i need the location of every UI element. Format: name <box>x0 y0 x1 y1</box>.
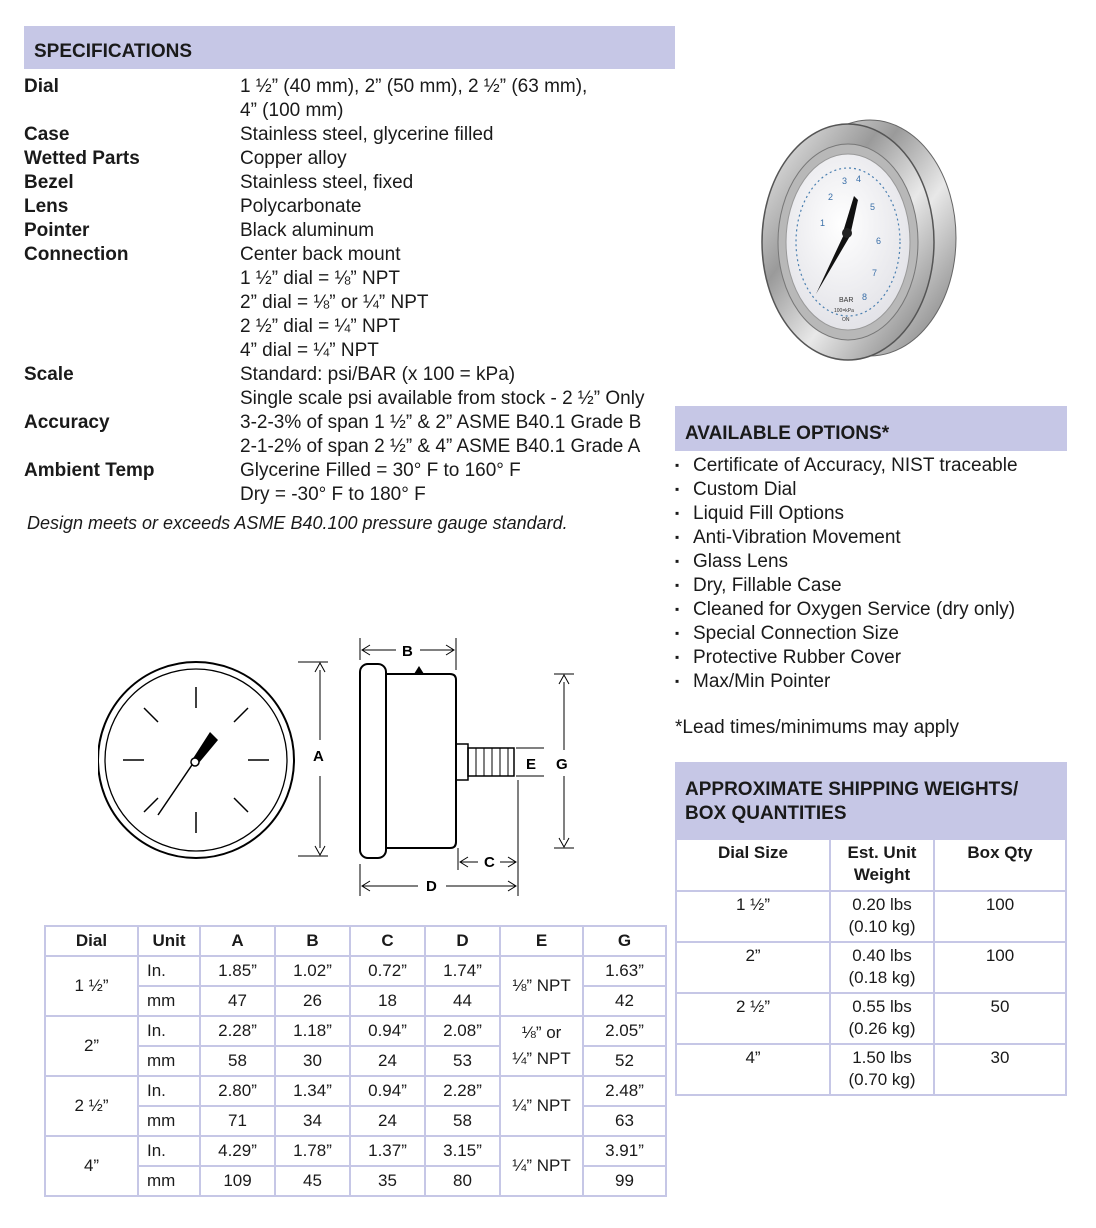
cell-b: 30 <box>275 1046 350 1076</box>
cell-dial-size: 4” <box>676 1044 830 1095</box>
header-weight <box>830 839 934 891</box>
spec-value-line: 3-2-3% of span 1 ½” & 2” ASME B40.1 Grade B <box>240 412 642 433</box>
spec-value-line: 1 ½” (40 mm), 2” (50 mm), 2 ½” (63 mm), <box>240 76 588 97</box>
header-dial: Dial <box>45 926 138 956</box>
side-vent-nub <box>414 666 424 674</box>
spec-value <box>240 147 347 171</box>
spec-label: Scale <box>24 364 74 385</box>
cell-b: 26 <box>275 986 350 1016</box>
spec-value <box>240 411 641 459</box>
table-header-row <box>676 839 1066 891</box>
cell-weight <box>830 1044 934 1095</box>
cell-e-line: ¼” NPT <box>512 1049 571 1068</box>
cell-dial: 4” <box>45 1136 138 1196</box>
table-row <box>676 1044 1066 1095</box>
cell-g: 1.63” <box>583 956 666 986</box>
spec-label: Dial <box>24 76 59 97</box>
cell-b: 34 <box>275 1106 350 1136</box>
dial-number: 3 <box>842 176 848 186</box>
spec-value <box>240 123 493 147</box>
spec-label: Accuracy <box>24 412 110 433</box>
list-item: ▪ Dry, Fillable Case <box>675 573 1018 597</box>
spec-label: Case <box>24 124 70 145</box>
front-hub <box>191 758 199 766</box>
cell-dial: 1 ½” <box>45 956 138 1016</box>
options-banner <box>675 406 1067 451</box>
dial-number: 7 <box>872 268 878 278</box>
header-g: G <box>583 926 666 956</box>
cell-c: 0.72” <box>350 956 425 986</box>
table-row <box>45 1076 666 1106</box>
cell-unit: mm <box>138 1166 200 1196</box>
list-item: ▪ Max/Min Pointer <box>675 669 1018 693</box>
dial-brand: ON <box>842 317 850 323</box>
cell-a: 4.29” <box>200 1136 275 1166</box>
spec-value-line: 2” dial = ⅛” or ¼” NPT <box>240 292 429 313</box>
cell-a: 109 <box>200 1166 275 1196</box>
cell-d: 53 <box>425 1046 500 1076</box>
dial-number: 1 <box>820 218 826 228</box>
spec-value-line: Center back mount <box>240 244 401 265</box>
cell-g: 52 <box>583 1046 666 1076</box>
spec-value-line: Copper alloy <box>240 148 347 169</box>
cell-g: 2.05” <box>583 1016 666 1046</box>
dimension-d <box>360 780 518 896</box>
list-item: ▪ Certificate of Accuracy, NIST traceable <box>675 453 1018 477</box>
cell-dial-size: 2” <box>676 942 830 993</box>
specifications-banner <box>24 26 675 69</box>
spec-label: Wetted Parts <box>24 148 140 169</box>
cell-b: 1.34” <box>275 1076 350 1106</box>
cell-box-qty: 30 <box>934 1044 1066 1095</box>
side-view <box>360 664 514 858</box>
cell-unit: In. <box>138 1136 200 1166</box>
spec-value-line: Stainless steel, fixed <box>240 172 414 193</box>
spec-value-line: 2-1-2% of span 2 ½” & 4” ASME B40.1 Grade A <box>240 436 641 457</box>
cell-unit: In. <box>138 1076 200 1106</box>
gauge-hub <box>842 228 852 238</box>
list-item: ▪ Cleaned for Oxygen Service (dry only) <box>675 597 1018 621</box>
specifications-title: SPECIFICATIONS <box>34 41 192 62</box>
cell-e-line: ⅛” NPT <box>512 976 571 995</box>
cell-d: 80 <box>425 1166 500 1196</box>
table-row <box>45 1016 666 1046</box>
dial-number: 5 <box>870 202 876 212</box>
cell-a: 58 <box>200 1046 275 1076</box>
spec-value-line: 1 ½” dial = ⅛” NPT <box>240 268 400 289</box>
list-item: ▪ Special Connection Size <box>675 621 1018 645</box>
list-item: ▪ Glass Lens <box>675 549 1018 573</box>
cell-c: 1.37” <box>350 1136 425 1166</box>
header-weight-line: Weight <box>853 865 911 884</box>
cell-c: 0.94” <box>350 1016 425 1046</box>
dial-units: BAR <box>839 297 854 304</box>
spec-label: Lens <box>24 196 69 217</box>
cell-e <box>500 1016 583 1076</box>
dial-number: 2 <box>828 192 834 202</box>
spec-label: Bezel <box>24 172 74 193</box>
shipping-table <box>675 838 1067 1096</box>
cell-d: 3.15” <box>425 1136 500 1166</box>
header-dial-size: Dial Size <box>676 839 830 891</box>
cell-unit: mm <box>138 1046 200 1076</box>
table-row <box>45 956 666 986</box>
list-item: ▪ Anti-Vibration Movement <box>675 525 1018 549</box>
cell-a: 1.85” <box>200 956 275 986</box>
spec-value-line: Polycarbonate <box>240 196 362 217</box>
cell-b: 1.18” <box>275 1016 350 1046</box>
lead-time-note: *Lead times/minimums may apply <box>675 717 960 738</box>
cell-weight-lbs: 0.55 lbs <box>852 997 912 1016</box>
cell-d: 58 <box>425 1106 500 1136</box>
cell-box-qty: 50 <box>934 993 1066 1044</box>
cell-dial-size: 1 ½” <box>676 891 830 942</box>
cell-a: 47 <box>200 986 275 1016</box>
dial-number: 4 <box>856 174 862 184</box>
cell-weight-lbs: 1.50 lbs <box>852 1048 912 1067</box>
cell-c: 0.94” <box>350 1076 425 1106</box>
header-unit: Unit <box>138 926 200 956</box>
spec-value <box>240 459 521 507</box>
label-b: B <box>402 643 413 660</box>
header-box-qty: Box Qty <box>934 839 1066 891</box>
cell-c: 24 <box>350 1046 425 1076</box>
list-item: ▪ Liquid Fill Options <box>675 501 1018 525</box>
cell-e <box>500 1136 583 1196</box>
cell-weight-kg: (0.18 kg) <box>848 968 916 987</box>
label-e: E <box>526 756 537 773</box>
cell-dial: 2 ½” <box>45 1076 138 1136</box>
cell-c: 35 <box>350 1166 425 1196</box>
table-header-row <box>45 926 666 956</box>
cell-weight <box>830 942 934 993</box>
spec-value <box>240 363 644 411</box>
label-a: A <box>313 748 324 765</box>
spec-value-line: 4” dial = ¼” NPT <box>240 340 379 361</box>
spec-value <box>240 219 374 243</box>
cell-a: 2.80” <box>200 1076 275 1106</box>
label-d: D <box>426 878 437 895</box>
cell-g: 2.48” <box>583 1076 666 1106</box>
cell-weight-kg: (0.26 kg) <box>848 1019 916 1038</box>
cell-d: 1.74” <box>425 956 500 986</box>
cell-d: 2.28” <box>425 1076 500 1106</box>
cell-weight-lbs: 0.20 lbs <box>852 895 912 914</box>
spec-value-line: 2 ½” dial = ¼” NPT <box>240 316 400 337</box>
spec-value <box>240 75 587 123</box>
cell-g: 63 <box>583 1106 666 1136</box>
spec-value-line: Standard: psi/BAR (x 100 = kPa) <box>240 364 516 385</box>
label-c: C <box>484 854 495 871</box>
cell-g: 99 <box>583 1166 666 1196</box>
spec-value-line: Single scale psi available from stock - 2 ½” Only <box>240 388 645 409</box>
cell-d: 2.08” <box>425 1016 500 1046</box>
spec-value <box>240 171 413 195</box>
header-d: D <box>425 926 500 956</box>
cell-unit: mm <box>138 986 200 1016</box>
table-row <box>45 1136 666 1166</box>
cell-weight-kg: (0.10 kg) <box>848 917 916 936</box>
cell-unit: In. <box>138 1016 200 1046</box>
dimensions-table <box>44 925 667 1197</box>
cell-dial: 2” <box>45 1016 138 1076</box>
shipping-banner <box>675 762 1067 839</box>
cell-weight <box>830 993 934 1044</box>
cell-e-line: ¼” NPT <box>512 1156 571 1175</box>
cell-e <box>500 1076 583 1136</box>
header-b: B <box>275 926 350 956</box>
spec-value-line: 4” (100 mm) <box>240 100 344 121</box>
cell-a: 71 <box>200 1106 275 1136</box>
dimension-diagram <box>98 630 588 900</box>
design-note: Design meets or exceeds ASME B40.100 pressure gauge standard. <box>27 513 568 533</box>
cell-weight-lbs: 0.40 lbs <box>852 946 912 965</box>
cell-c: 18 <box>350 986 425 1016</box>
cell-e <box>500 956 583 1016</box>
header-e: E <box>500 926 583 956</box>
cell-g: 42 <box>583 986 666 1016</box>
cell-a: 2.28” <box>200 1016 275 1046</box>
spec-value <box>240 243 428 363</box>
cell-weight-kg: (0.70 kg) <box>848 1070 916 1089</box>
header-weight-line: Est. Unit <box>847 843 917 862</box>
cell-box-qty: 100 <box>934 942 1066 993</box>
cell-b: 45 <box>275 1166 350 1196</box>
shipping-title-line2: BOX QUANTITIES <box>685 803 847 824</box>
spec-value-line: Stainless steel, glycerine filled <box>240 124 494 145</box>
table-row <box>676 891 1066 942</box>
cell-g: 3.91” <box>583 1136 666 1166</box>
cell-weight <box>830 891 934 942</box>
dial-number: 6 <box>876 236 882 246</box>
spec-value-line: Glycerine Filled = 30° F to 160° F <box>240 460 521 481</box>
header-c: C <box>350 926 425 956</box>
cell-b: 1.02” <box>275 956 350 986</box>
cell-e-line: ¼” NPT <box>512 1096 571 1115</box>
spec-label: Pointer <box>24 220 90 241</box>
dial-number: 8 <box>862 292 868 302</box>
cell-c: 24 <box>350 1106 425 1136</box>
cell-unit: mm <box>138 1106 200 1136</box>
cell-dial-size: 2 ½” <box>676 993 830 1044</box>
table-row <box>676 942 1066 993</box>
cell-unit: In. <box>138 956 200 986</box>
options-title: AVAILABLE OPTIONS* <box>685 423 890 444</box>
gauge-photo <box>750 108 960 370</box>
header-a: A <box>200 926 275 956</box>
cell-box-qty: 100 <box>934 891 1066 942</box>
list-item: ▪ Custom Dial <box>675 477 1018 501</box>
spec-value <box>240 195 361 219</box>
list-item: ▪ Protective Rubber Cover <box>675 645 1018 669</box>
cell-e-line: ⅛” or <box>521 1023 562 1042</box>
spec-label: Connection <box>24 244 129 265</box>
table-row <box>676 993 1066 1044</box>
spec-value-line: Black aluminum <box>240 220 375 241</box>
spec-label: Ambient Temp <box>24 460 155 481</box>
cell-d: 44 <box>425 986 500 1016</box>
spec-value-line: Dry = -30° F to 180° F <box>240 484 426 505</box>
options-list <box>675 453 1018 693</box>
cell-b: 1.78” <box>275 1136 350 1166</box>
shipping-title-line1: APPROXIMATE SHIPPING WEIGHTS/ <box>685 779 1019 800</box>
dial-kpa: 100=kPa <box>834 308 854 314</box>
label-g: G <box>556 756 568 773</box>
